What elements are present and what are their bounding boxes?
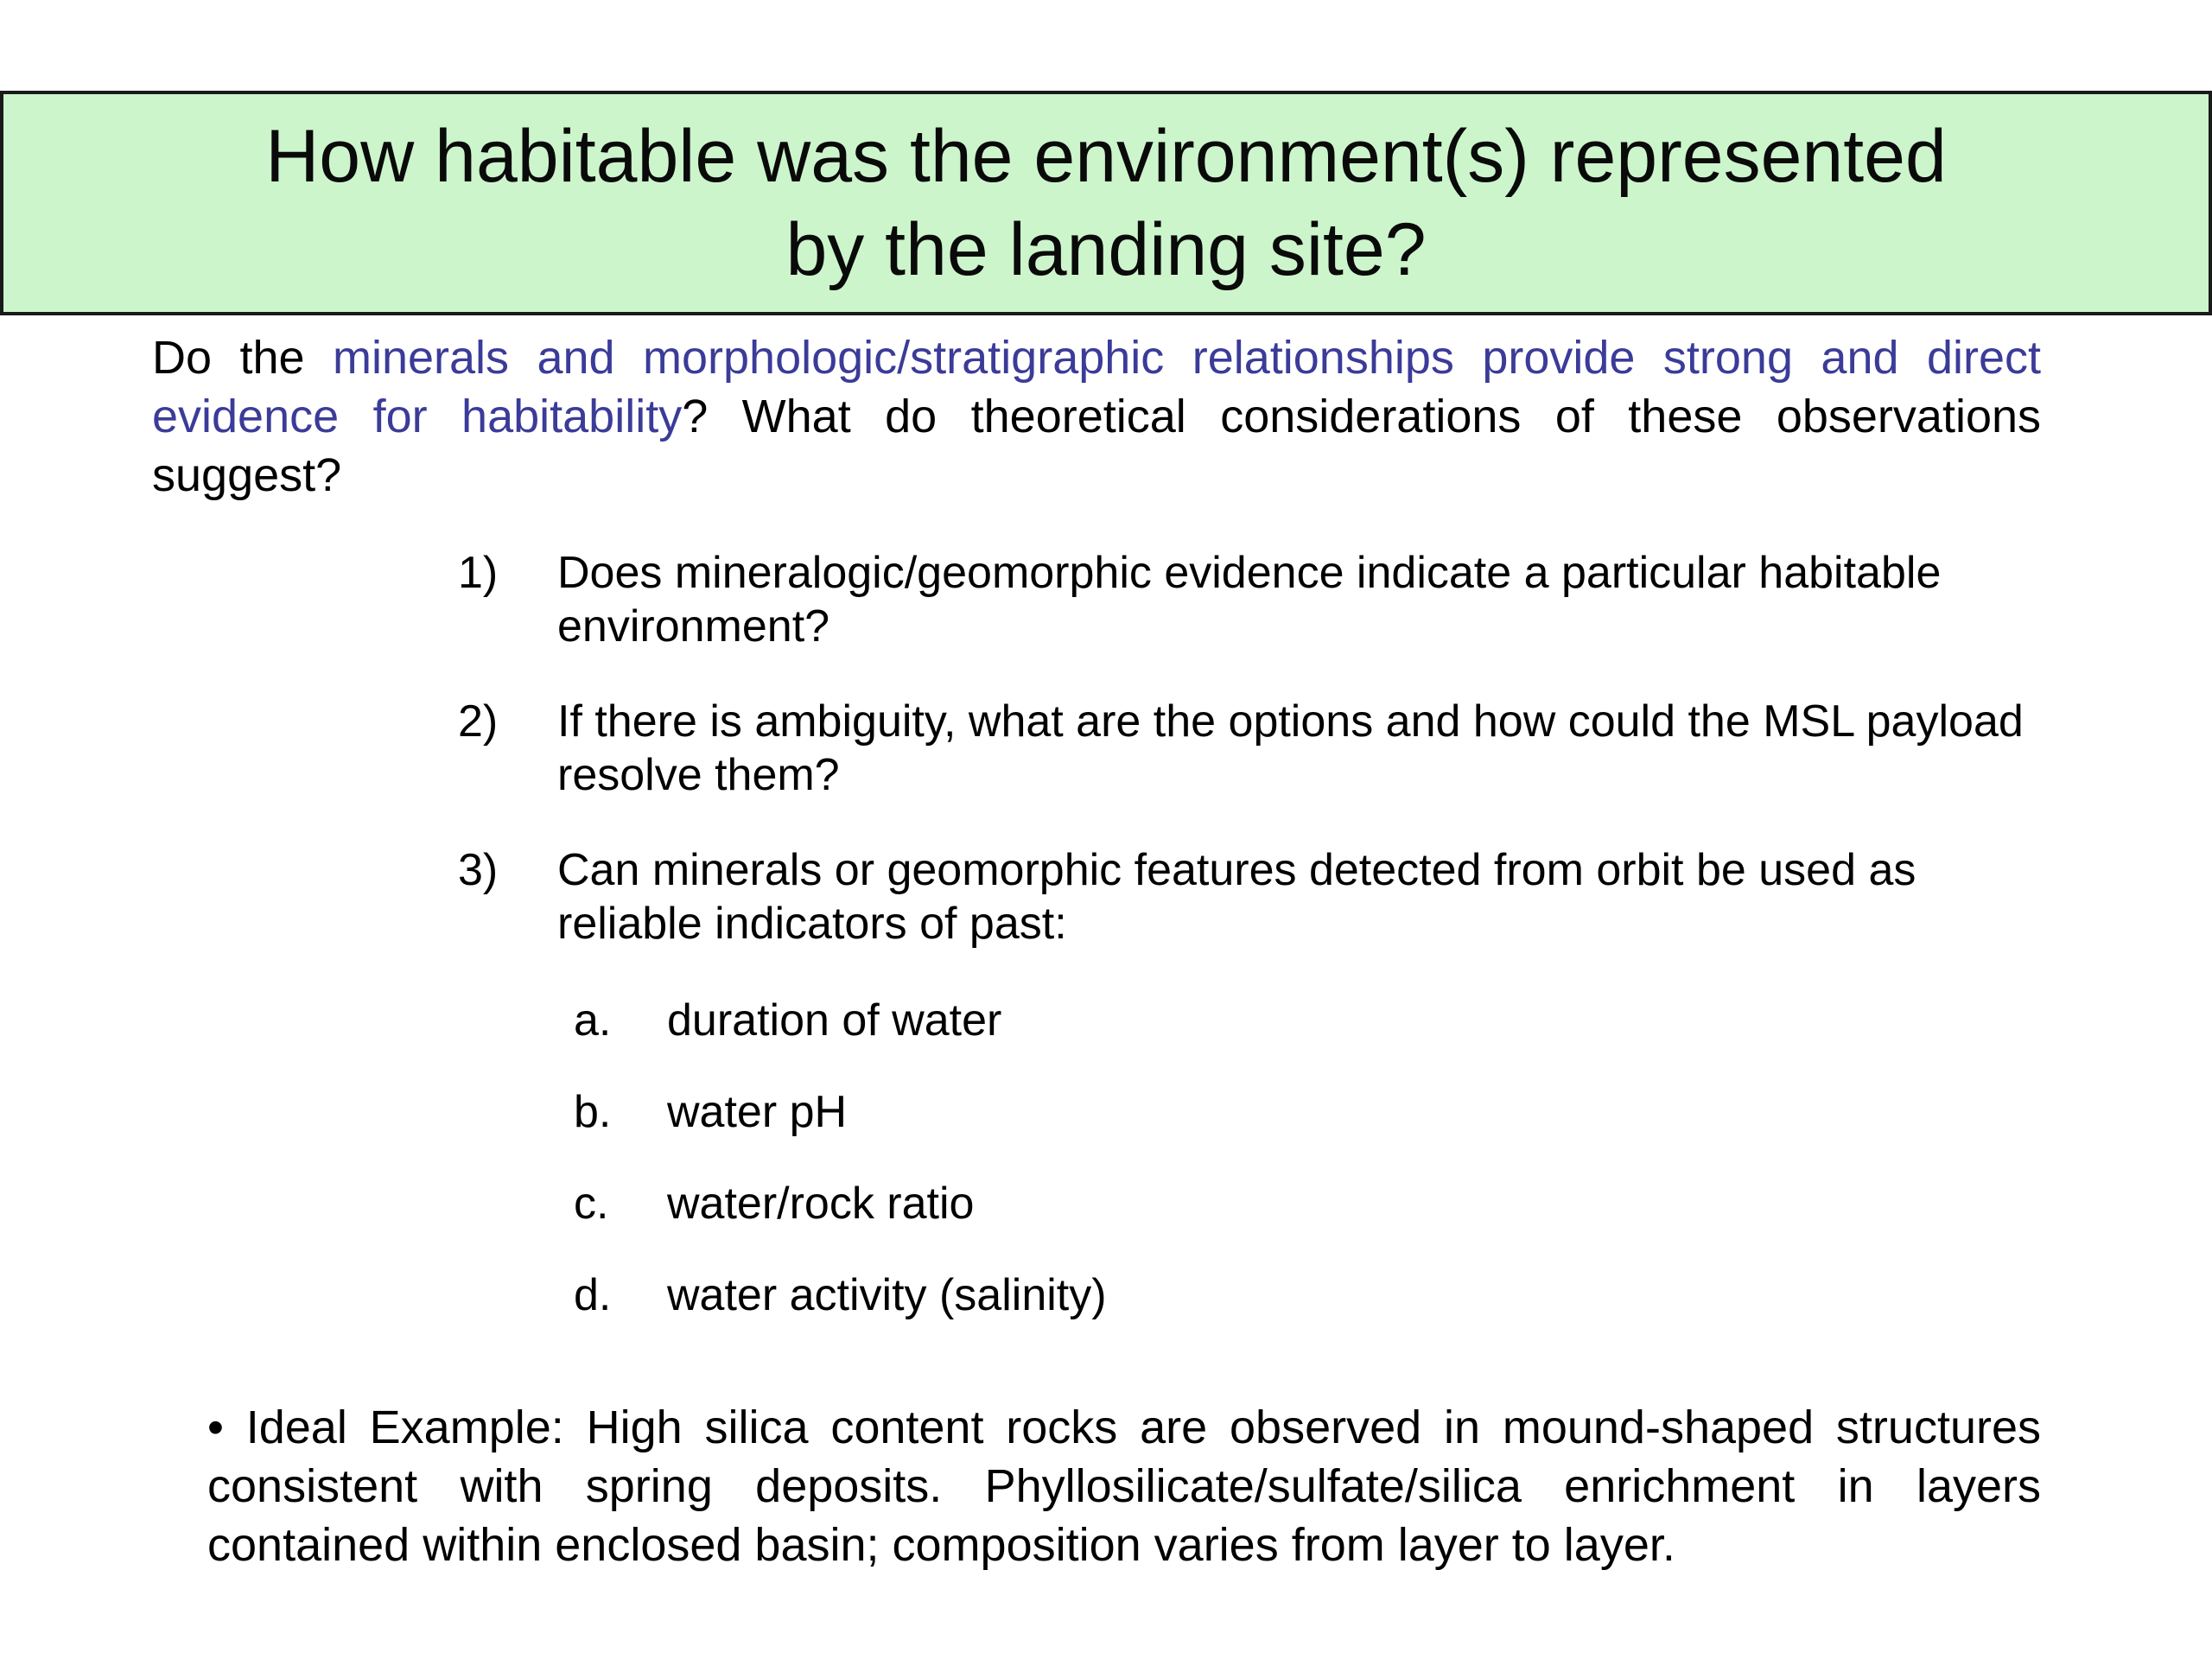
sub-item-letter: c. xyxy=(574,1179,609,1229)
slide-title-box xyxy=(0,91,2212,315)
sub-item-text: water pH xyxy=(667,1087,848,1137)
question-text: If there is ambiguity, what are the options and how could the MSL payload resolve them? xyxy=(557,696,2024,800)
intro-suffix: ? What do theoretical considerations of these observations suggest? xyxy=(152,391,2042,501)
intro-prefix: Do the xyxy=(152,332,333,384)
question-text: Can minerals or geomorphic features detected from orbit be used as reliable indicators of past: xyxy=(557,845,1916,949)
ideal-example-paragraph: • Ideal Example: High silica content rocks are observed in mound-shaped structures consistent with spring deposits. Phyllosilicate/sulfate/silica enrichment in layers contained within enclosed basin; composition varies from layer to layer. xyxy=(207,1402,2041,1571)
sub-item-text: duration of water xyxy=(667,995,1002,1046)
intro-highlight: minerals and morphologic/stratigraphic relationships provide strong and direct evidence for habitability xyxy=(152,332,2041,442)
sub-item xyxy=(574,1085,1107,1177)
intro-paragraph xyxy=(152,328,2041,505)
sub-item-letter: b. xyxy=(574,1087,612,1137)
sub-item xyxy=(574,1177,1107,1268)
sub-item xyxy=(574,1268,1107,1360)
question-text: Does mineralogic/geomorphic evidence indicate a particular habitable environment? xyxy=(557,548,1942,652)
slide-title-line-1: How habitable was the environment(s) represented xyxy=(265,115,1947,198)
sub-item-text: water activity (salinity) xyxy=(667,1270,1107,1320)
sub-item-letter: a. xyxy=(574,995,612,1046)
question-item xyxy=(458,695,2039,802)
slide-title-line-2: by the landing site? xyxy=(785,208,1427,291)
question-list xyxy=(458,546,2039,992)
question-number: 3) xyxy=(458,845,499,895)
sub-item xyxy=(574,994,1107,1085)
sub-item-text: water/rock ratio xyxy=(667,1179,975,1229)
sub-item-letter: d. xyxy=(574,1270,612,1320)
question-number: 1) xyxy=(458,548,499,598)
question-item xyxy=(458,843,2039,950)
question-item xyxy=(458,546,2039,653)
sub-list xyxy=(574,994,1107,1360)
question-number: 2) xyxy=(458,696,499,747)
